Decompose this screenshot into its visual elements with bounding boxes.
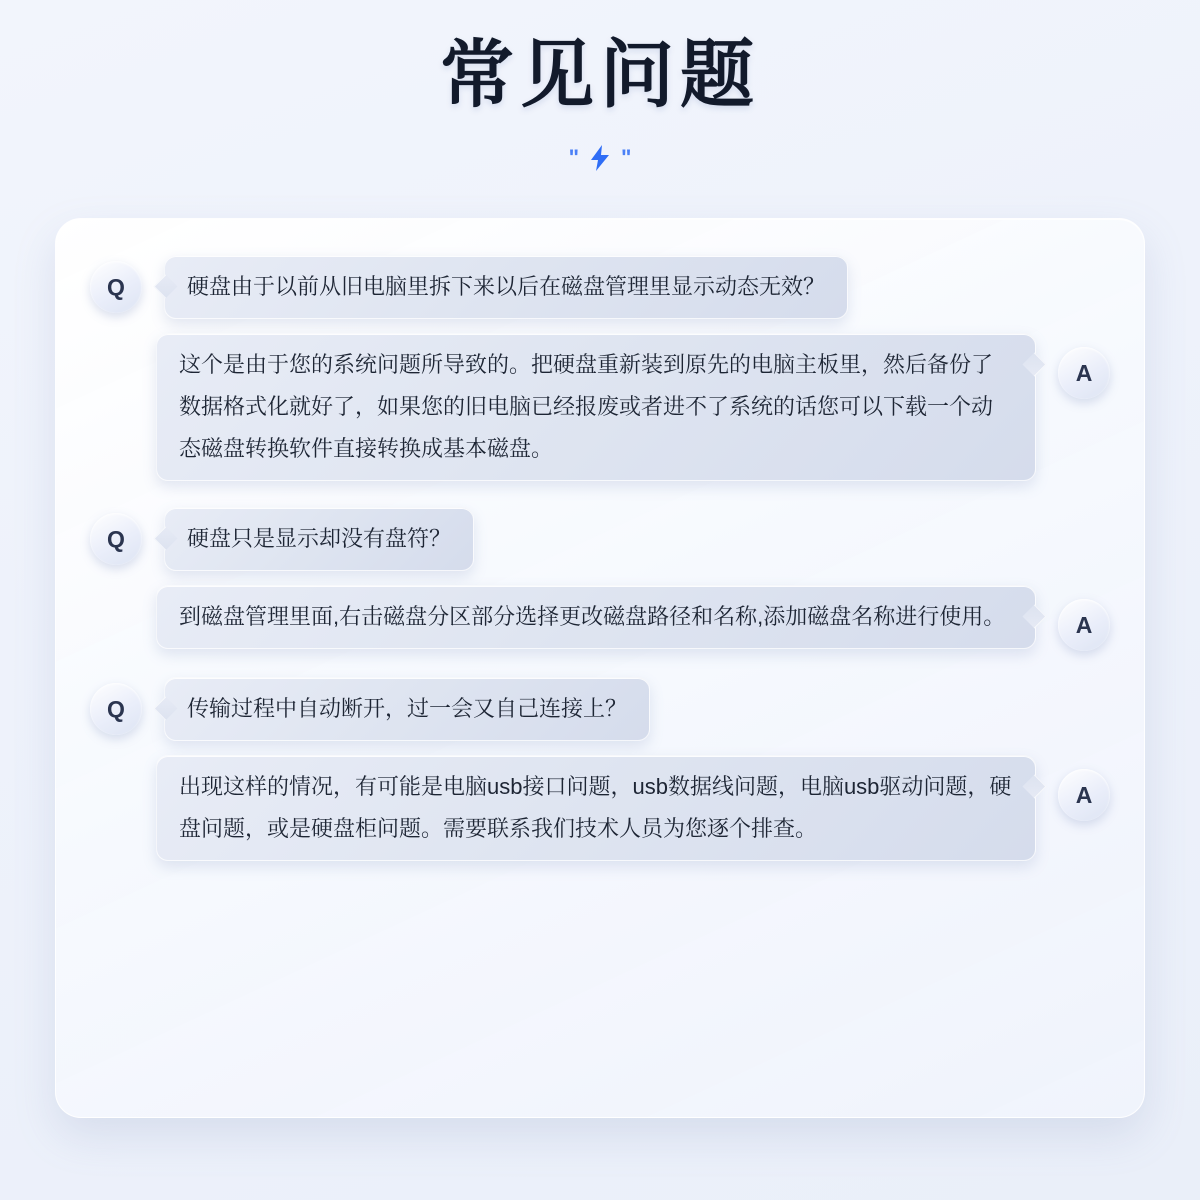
right-quote-mark: " (621, 145, 632, 171)
bubble-tail-icon (1022, 774, 1046, 798)
answer-row (90, 585, 1110, 651)
answer-bubble-wrap (156, 333, 1050, 481)
answer-bubble-wrap (156, 585, 1050, 649)
answer-text: 到磁盘管理里面,右击磁盘分区部分选择更改磁盘路径和名称,添加磁盘名称进行使用。 (179, 604, 1006, 629)
answer-row (90, 755, 1110, 861)
divider (540, 143, 660, 173)
answer-badge: A (1058, 769, 1110, 821)
question-badge: Q (90, 683, 142, 735)
page-title: 常见问题 (440, 33, 760, 116)
bubble-tail-icon (1022, 604, 1046, 628)
question-badge: Q (90, 513, 142, 565)
question-bubble-wrap (150, 255, 848, 319)
bubble-tail-icon (1022, 352, 1046, 376)
faq-item (90, 677, 1110, 861)
question-bubble (164, 507, 474, 571)
question-text: 传输过程中自动断开，过一会又自己连接上？ (187, 696, 628, 721)
answer-bubble (156, 333, 1036, 481)
question-bubble (164, 677, 650, 741)
answer-badge: A (1058, 347, 1110, 399)
answer-bubble (156, 585, 1036, 649)
answer-text: 出现这样的情况，有可能是电脑usb接口问题，usb数据线问题，电脑usb驱动问题，硬盘问题，或是硬盘柜问题。需要联系我们技术人员为您逐个排查。 (179, 774, 1012, 841)
question-text: 硬盘只是显示却没有盘符？ (187, 526, 452, 551)
answer-badge: A (1058, 599, 1110, 651)
faq-card (55, 218, 1145, 1118)
bubble-tail-icon (153, 274, 177, 298)
answer-row (90, 333, 1110, 481)
question-row (90, 255, 1110, 319)
faq-item (90, 255, 1110, 481)
bubble-tail-icon (153, 526, 177, 550)
answer-text: 这个是由于您的系统问题所导致的。把硬盘重新装到原先的电脑主板里，然后备份了数据格式化就好了，如果您的旧电脑已经报废或者进不了系统的话您可以下载一个动态磁盘转换软件直接转换成基本磁盘。 (179, 352, 994, 461)
question-text: 硬盘由于以前从旧电脑里拆下来以后在磁盘管理里显示动态无效？ (187, 274, 826, 299)
faq-item (90, 507, 1110, 651)
page-header (0, 0, 1200, 173)
left-quote-mark: " (568, 145, 579, 171)
lightning-bolt-icon (589, 145, 611, 171)
bubble-tail-icon (153, 696, 177, 720)
question-row (90, 677, 1110, 741)
question-bubble-wrap (150, 677, 650, 741)
question-bubble-wrap (150, 507, 474, 571)
question-badge: Q (90, 261, 142, 313)
question-bubble (164, 255, 848, 319)
answer-bubble (156, 755, 1036, 861)
question-row (90, 507, 1110, 571)
answer-bubble-wrap (156, 755, 1050, 861)
